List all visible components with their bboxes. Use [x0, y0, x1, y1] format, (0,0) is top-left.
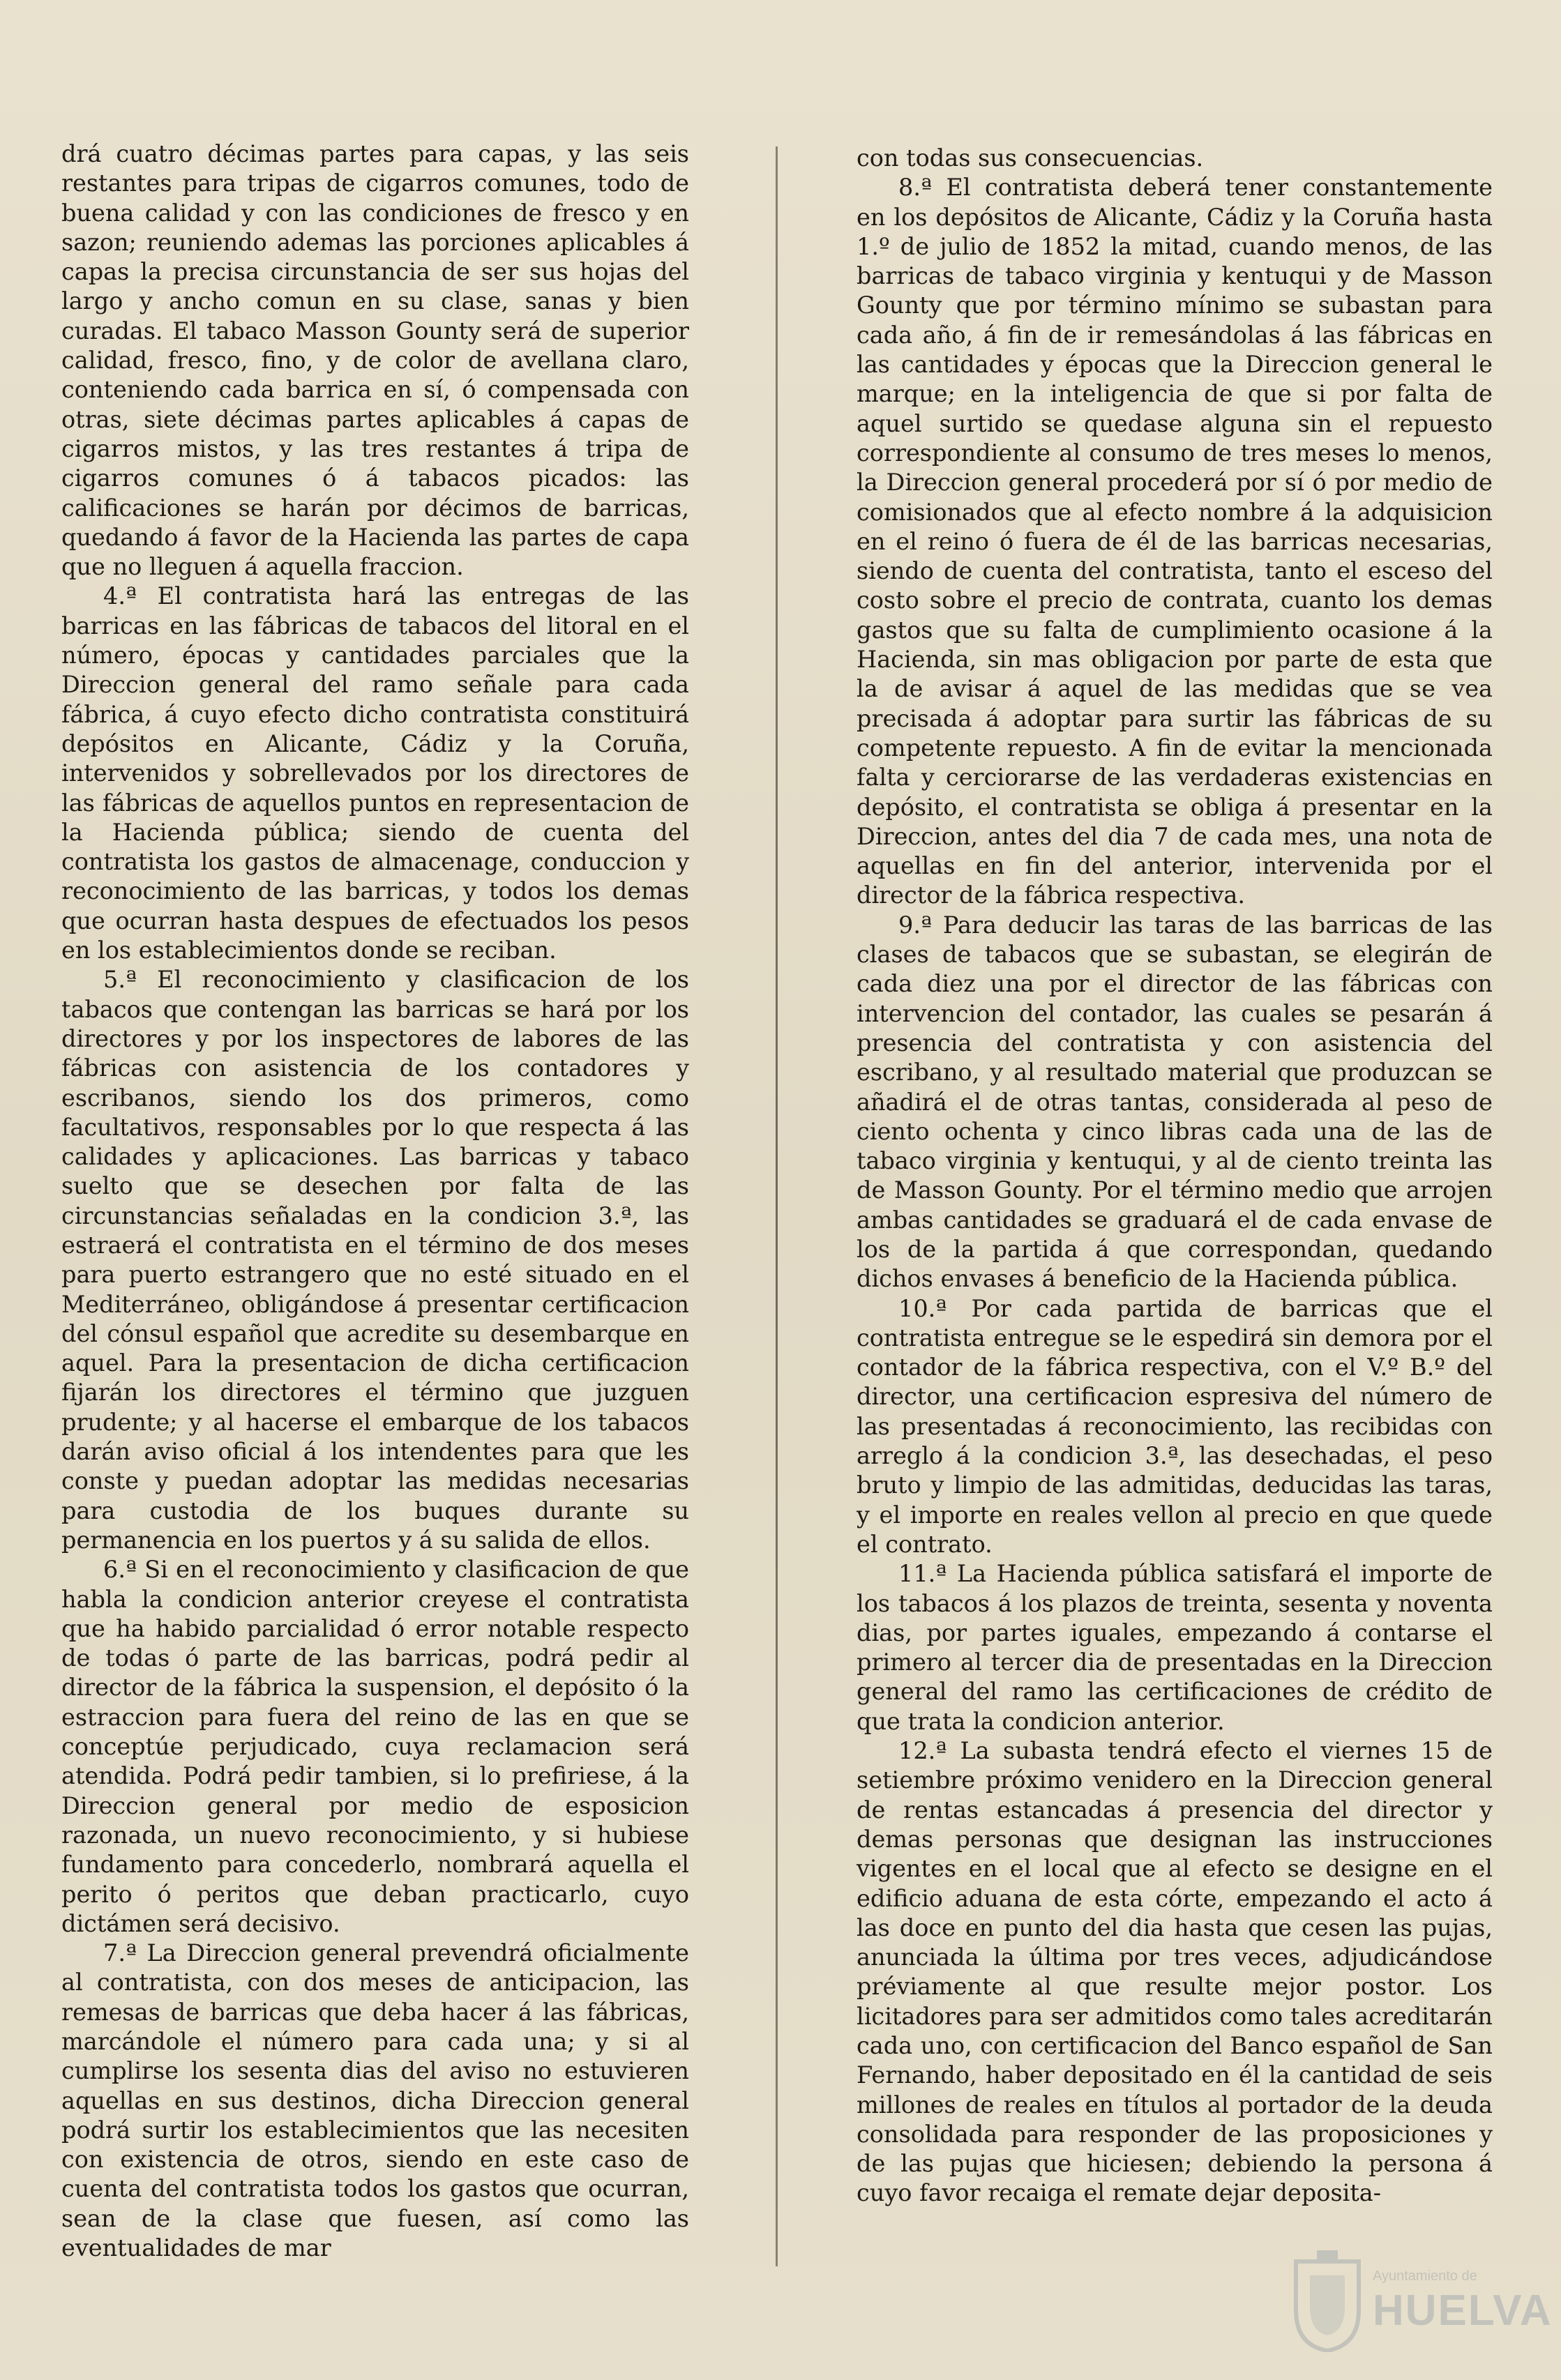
paragraph-continuation: drá cuatro décimas partes para capas, y las seis restantes para tripas de cigarros comunes, todo de buena calidad y con las condiciones de fresco y en sazon; reuniendo ademas las porciones aplicables á capas la precisa circunstancia de ser sus hojas del largo y ancho comun en su clase, sanas y bien curadas. El tabaco Masson Gounty será de superior calidad, fresco, fino, y de color de avellana claro, conteniendo cada barrica en sí, ó compensada con otras, siete décimas partes aplicables á capas de cigarros mistos, y las tres restantes á tripa de cigarros comunes ó á tabacos picados: las calificaciones se harán por décimos de barricas, quedando á favor de la Hacienda las partes de capa que no lleguen á aquella fraccion. — [61, 140, 689, 581]
condition-9: 9.ª Para deducir las taras de las barricas de las clases de tabacos que se subastan, se elegirán de cada diez una por el director de las fábricas con intervencion del contador, las cuales se pesarán á presencia del contratista y con asistencia del escribano, y al resultado material que produzcan se añadirá el de otras tantas, considerada al peso de ciento ochenta y cinco libras cada una de las de tabaco virginia y kentuqui, y al de ciento treinta las de Masson Gounty. Por el término medio que arrojen ambas cantidades se graduará el de cada envase de los de la partida á que correspondan, quedando dichos envases á beneficio de la Hacienda pública. — [857, 911, 1493, 1293]
condition-8: 8.ª El contratista deberá tener constantemente en los depósitos de Alicante, Cádiz y la Coruña hasta 1.º de julio de 1852 la mitad, cuando menos, de las barricas de tabaco virginia y kentuqui y de Masson Gounty que por término mínimo se subastan para cada año, á fin de ir remesándolas á las fábricas en las cantidades y épocas que la Direccion general le marque; en la inteligencia de que si por falta de aquel surtido se quedase alguna sin el repuesto correspondiente al consumo de tres meses lo menos, la Direccion general procederá por sí ó por medio de comisionados que al efecto nombre á la adquisicion en el reino ó fuera de él de las barricas necesarias, siendo de cuenta del contratista, tanto el esceso del costo sobre el precio de contrata, cuanto los demas gastos que su falta de cumplimiento ocasione á la Hacienda, sin mas obligacion por parte de esta que la de avisar á aquel de las medidas que se vea precisada á adoptar para surtir las fábricas de su competente repuesto. A fin de evitar la mencionada falta y cerciorarse de las verdaderas existencias en depósito, el contratista se obliga á presentar en la Direccion, antes del dia 7 de cada mes, una nota de aquellas en fin del anterior, intervenida por el director de la fábrica respectiva. — [857, 174, 1493, 909]
left-column — [61, 139, 689, 2263]
archive-watermark — [1289, 2248, 1553, 2352]
watermark-big-text: HUELVA — [1373, 2287, 1553, 2335]
condition-4: 4.ª El contratista hará las entregas de las barricas en las fábricas de tabacos del litoral en el número, épocas y cantidades parciales que la Direccion general del ramo señale para cada fábrica, á cuyo efecto dicho contratista constituirá depósitos en Alicante, Cádiz y la Coruña, intervenidos y sobrellevados por los directores de las fábricas de aquellos puntos en representacion de la Hacienda pública; siendo de cuenta del contratista los gastos de almacenage, conduccion y reconocimiento de las barricas, y todos los demas que ocurran hasta despues de efectuados los pesos en los establecimientos donde se reciban. — [61, 582, 689, 964]
condition-10: 10.ª Por cada partida de barricas que el contratista entregue se le espedirá sin demora por el contador de la fábrica respectiva, con el V.º B.º del director, una certificacion espresiva del número de las presentadas á reconocimiento, las recibidas con arreglo á la condicion 3.ª, las desechadas, el peso bruto y limpio de las admitidas, deducidas las taras, y el importe en reales vellon al precio en que quede el contrato. — [857, 1294, 1493, 1558]
right-column — [857, 144, 1493, 2208]
city-seal-icon — [1289, 2248, 1366, 2352]
paragraph-continuation: con todas sus consecuencias. — [857, 144, 1204, 172]
column-divider — [776, 146, 778, 2266]
condition-12: 12.ª La subasta tendrá efecto el viernes 15 de setiembre próximo venidero en la Direccion general de rentas estancadas á presencia del director y demas personas que designan las instrucciones vigentes en el local que al efecto se designe en el edificio aduana de esta córte, empezando el acto á las doce en punto del dia hasta que cesen las pujas, anunciada la última por tres veces, adjudicándose préviamente al que resulte mejor postor. Los licitadores para ser admitidos como tales acreditarán cada uno, con certificacion del Banco español de San Fernando, haber depositado en él la cantidad de seis millones de reales en títulos al portador de la deuda consolidada para responder de las proposiciones y de las pujas que hiciesen; debiendo la persona á cuyo favor recaiga el remate dejar deposita- — [857, 1737, 1493, 2207]
condition-5: 5.ª El reconocimiento y clasificacion de los tabacos que contengan las barricas se hará por los directores y por los inspectores de labores de las fábricas con asistencia de los contadores y escribanos, siendo los dos primeros, como facultativos, responsables por lo que respecta á las calidades y aplicaciones. Las barricas y tabaco suelto que se desechen por falta de las circunstancias señaladas en la condicion 3.ª, las estraerá el contratista en el término de dos meses para puerto estrangero que no esté situado en el Mediterráneo, obligándose á presentar certificacion del cónsul español que acredite su desembarque en aquel. Para la presentacion de dicha certificacion fijarán los directores el término que juzguen prudente; y al hacerse el embarque de los tabacos darán aviso oficial á los intendentes para que les conste y puedan adoptar las medidas necesarias para custodia de los buques durante su permanencia en los puertos y á su salida de ellos. — [61, 966, 689, 1554]
condition-6: 6.ª Si en el reconocimiento y clasificacion de que habla la condicion anterior creyese el contratista que ha habido parcialidad ó error notable respecto de todas ó parte de las barricas, podrá pedir al director de la fábrica la suspension, el depósito ó la estraccion para fuera del reino de las en que se conceptúe perjudicado, cuya reclamacion será atendida. Podrá pedir tambien, si lo prefiriese, á la Direccion general por medio de esposicion razonada, un nuevo reconocimiento, y si hubiese fundamento para concederlo, nombrará aquella el perito ó peritos que deban practicarlo, cuyo dictámen será decisivo. — [61, 1556, 689, 1937]
condition-11: 11.ª La Hacienda pública satisfará el importe de los tabacos á los plazos de treinta, sesenta y noventa dias, por partes iguales, empezando á contarse el primero al tercer dia de presentadas en la Direccion general del ramo las certificaciones de crédito de que trata la condicion anterior. — [857, 1560, 1493, 1735]
condition-7: 7.ª La Direccion general prevendrá oficialmente al contratista, con dos meses de anticipacion, las remesas de barricas que deba hacer á las fábricas, marcándole el número para cada una; y si al cumplirse los sesenta dias del aviso no estuvieren aquellas en sus destinos, dicha Direccion general podrá surtir los establecimientos que las necesiten con existencia de otros, siendo en este caso de cuenta del contratista todos los gastos que ocurran, sean de la clase que fuesen, así como las eventualidades de mar — [61, 1939, 689, 2262]
watermark-small-text: Ayuntamiento de — [1373, 2268, 1477, 2284]
